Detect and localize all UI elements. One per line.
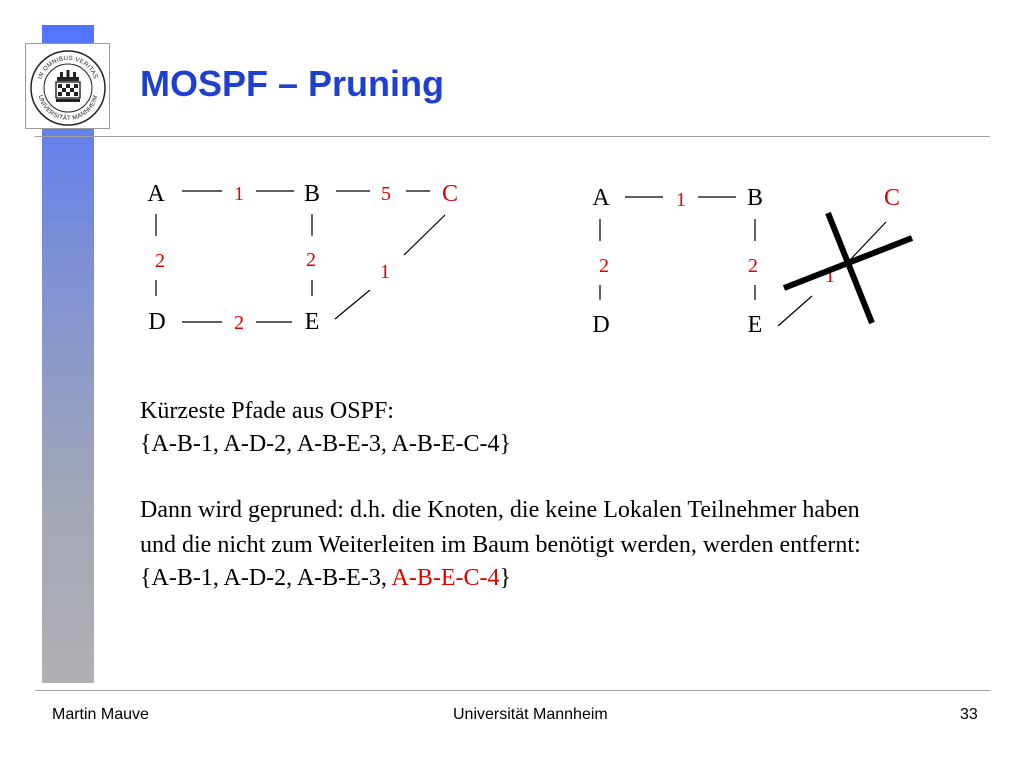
node-c: C (441, 181, 459, 207)
footer-author: Martin Mauve (52, 706, 149, 723)
shortest-paths-list: {A-B-1, A-D-2, A-B-E-3, A-B-E-C-4} (140, 431, 511, 457)
pruned-weight-e-c: 1 (825, 265, 835, 287)
pruned-node-e: E (747, 312, 763, 338)
pruning-explanation-line-1: Dann wird gepruned: d.h. die Knoten, die keine Lokalen Teilnehmer haben (140, 497, 860, 523)
pruned-node-d: D (592, 312, 610, 338)
pruned-path-highlight: A-B-E-C-4 (391, 565, 500, 591)
pruned-weight-a-b: 1 (676, 189, 686, 211)
pruned-node-a: A (592, 185, 610, 211)
pruned-node-c: C (883, 185, 901, 211)
weight-b-c: 5 (381, 183, 391, 205)
pruned-paths-list (140, 563, 511, 594)
pruned-paths-suffix: } (499, 565, 512, 591)
pruned-node-b: B (746, 185, 764, 211)
weight-d-e: 2 (234, 312, 244, 334)
slide-title: MOSPF – Pruning (140, 63, 445, 104)
node-e: E (304, 309, 320, 335)
footer-divider (35, 690, 990, 691)
diagram-full-graph (147, 181, 458, 335)
pruning-explanation-line-2: und die nicht zum Weiterleiten im Baum benötigt werden, werden entfernt: (140, 532, 861, 558)
pruned-weight-a-d: 2 (599, 255, 609, 277)
pruned-weight-b-e: 2 (748, 255, 758, 277)
weight-b-e: 2 (306, 249, 316, 271)
weight-a-b: 1 (234, 183, 244, 205)
weight-e-c: 1 (380, 261, 390, 283)
svg-text:IN OMNIBUS VERITAS: IN OMNIBUS VERITAS (36, 54, 100, 81)
weight-a-d: 2 (155, 250, 165, 272)
slide-number: 33 (960, 706, 978, 723)
footer-institution: Universität Mannheim (453, 706, 608, 723)
pruned-paths-prefix: {A-B-1, A-D-2, A-B-E-3, (140, 565, 392, 591)
diagram-pruned-graph (592, 185, 912, 338)
svg-text:UNIVERSITÄT MANNHEIM: UNIVERSITÄT MANNHEIM (36, 94, 100, 123)
prune-cross-mark (784, 213, 912, 323)
node-b: B (303, 181, 321, 207)
node-d: D (148, 309, 166, 335)
shortest-paths-heading: Kürzeste Pfade aus OSPF: (140, 398, 394, 424)
node-a: A (147, 181, 165, 207)
